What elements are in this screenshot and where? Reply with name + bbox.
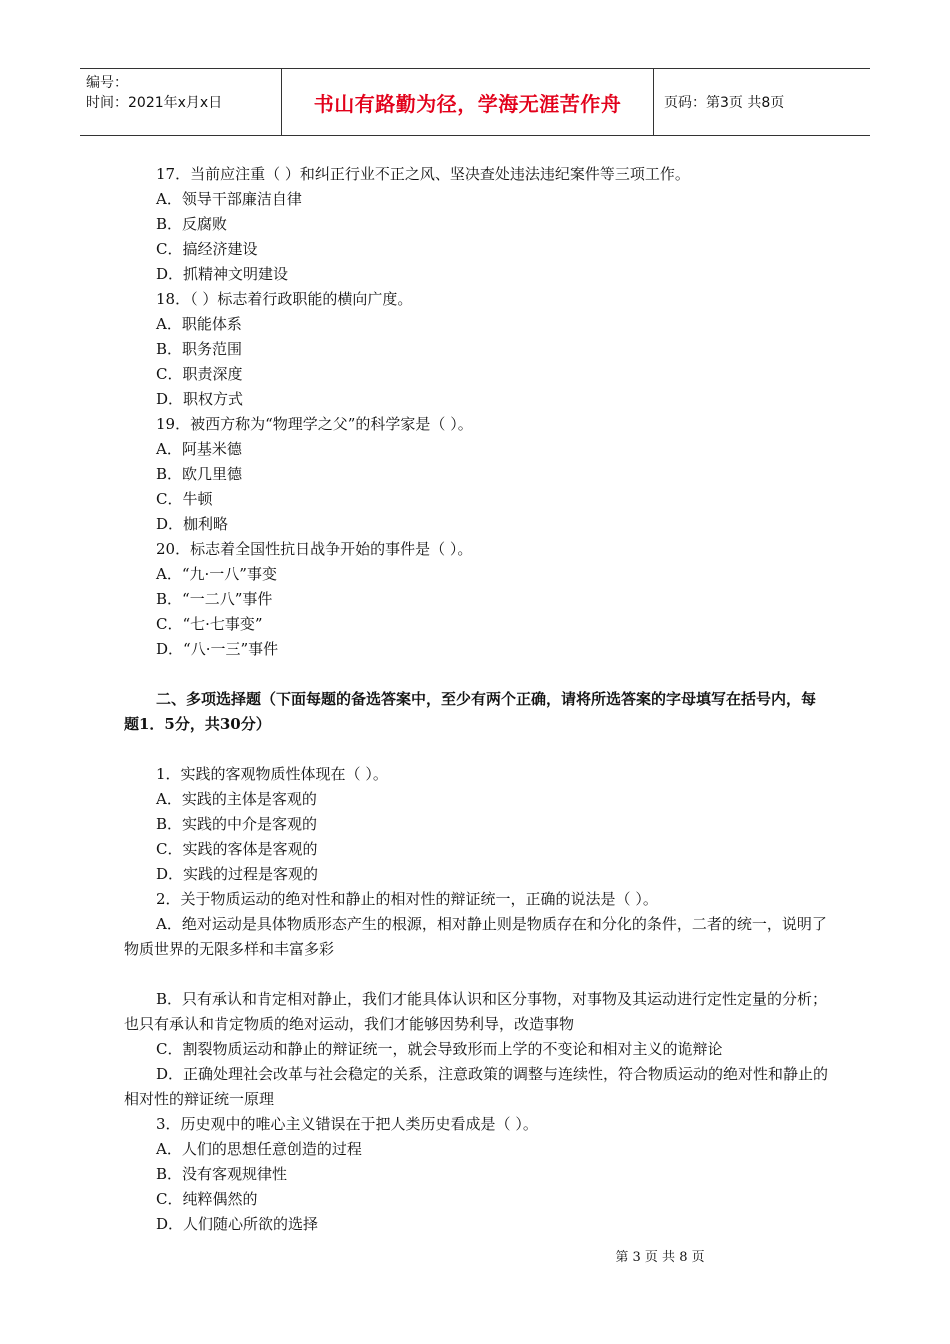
question-19: 19．被西方称为“物理学之父”的科学家是（ ）。 [156,415,473,433]
option: B．没有客观规律性 [156,1165,288,1183]
header-motto: 书山有路勤为径，学海无涯苦作舟 [282,69,654,135]
option: C．实践的客体是客观的 [156,840,318,858]
option: B．职务范围 [156,340,243,358]
section-title: 二、多项选择题（下面每题的备选答案中，至少有两个正确，请将所选答案的字母填写在括号内，每题1．5分，共30分） [124,690,817,733]
option: D．人们随心所欲的选择 [156,1215,319,1233]
spacer [124,737,830,762]
option: C．纯粹偶然的 [156,1190,258,1208]
number-label: 编号： [86,75,128,91]
option: C．搞经济建设 [156,240,258,258]
option: B．欧几里德 [156,465,243,483]
question-20: 20．标志着全国性抗日战争开始的事件是（ ）。 [156,540,473,558]
option: A．“九·一八”事变 [156,565,277,583]
question-3: 3．历史观中的唯心主义错误在于把人类历史看成是（ ）。 [156,1115,538,1133]
option: C．职责深度 [156,365,243,383]
option: B．反腐败 [156,215,228,233]
option: A．实践的主体是客观的 [156,790,317,808]
option: A．领导干部廉洁自律 [156,190,302,208]
page-number: 第 3 页 共 8 页 [615,1250,705,1265]
spacer [124,662,830,687]
option: B．实践的中介是客观的 [156,815,318,833]
option: D．实践的过程是客观的 [156,865,319,883]
option: D．正确处理社会改革与社会稳定的关系，注意政策的调整与连续性，符合物质运动的绝对性和静止的相对性的辩证统一原理 [124,1065,829,1108]
option: C．割裂物质运动和静止的辩证统一，就会导致形而上学的不变论和相对主义的诡辩论 [156,1040,723,1058]
question-18: 18．（ ）标志着行政职能的横向广度。 [156,290,413,308]
page-footer [0,1246,950,1265]
spacer [124,962,830,987]
document-body [124,162,830,1237]
option: A．绝对运动是具体物质形态产生的根源，相对静止则是物质存在和分化的条件，二者的统一，说明了物质世界的无限多样和丰富多彩 [124,915,827,958]
option: B．“一二八”事件 [156,590,273,608]
time-label: 时间：2021年x月x日 [86,95,223,111]
option: C．“七·七事变” [156,615,263,633]
page-header [80,68,870,136]
option: D．“八·一三”事件 [156,640,279,658]
header-meta [80,69,282,135]
option: D．职权方式 [156,390,244,408]
option: D．抓精神文明建设 [156,265,289,283]
option: B．只有承认和肯定相对静止，我们才能具体认识和区分事物，对事物及其运动进行定性定量的分析；也只有承认和肯定物质的绝对运动，我们才能够因势利导，改造事物 [124,990,828,1033]
option: A．人们的思想任意创造的过程 [156,1140,362,1158]
header-page-label: 页码：第3页 共8页 [664,95,785,111]
option: D．枷利略 [156,515,229,533]
option: A．职能体系 [156,315,242,333]
question-17: 17．当前应注重（ ）和纠正行业不正之风、坚决查处违法违纪案件等三项工作。 [156,165,690,183]
option: A．阿基米德 [156,440,242,458]
question-1: 1．实践的客观物质性体现在（ ）。 [156,765,388,783]
question-2: 2．关于物质运动的绝对性和静止的相对性的辩证统一，正确的说法是（ ）。 [156,890,658,908]
option: C．牛顿 [156,490,213,508]
